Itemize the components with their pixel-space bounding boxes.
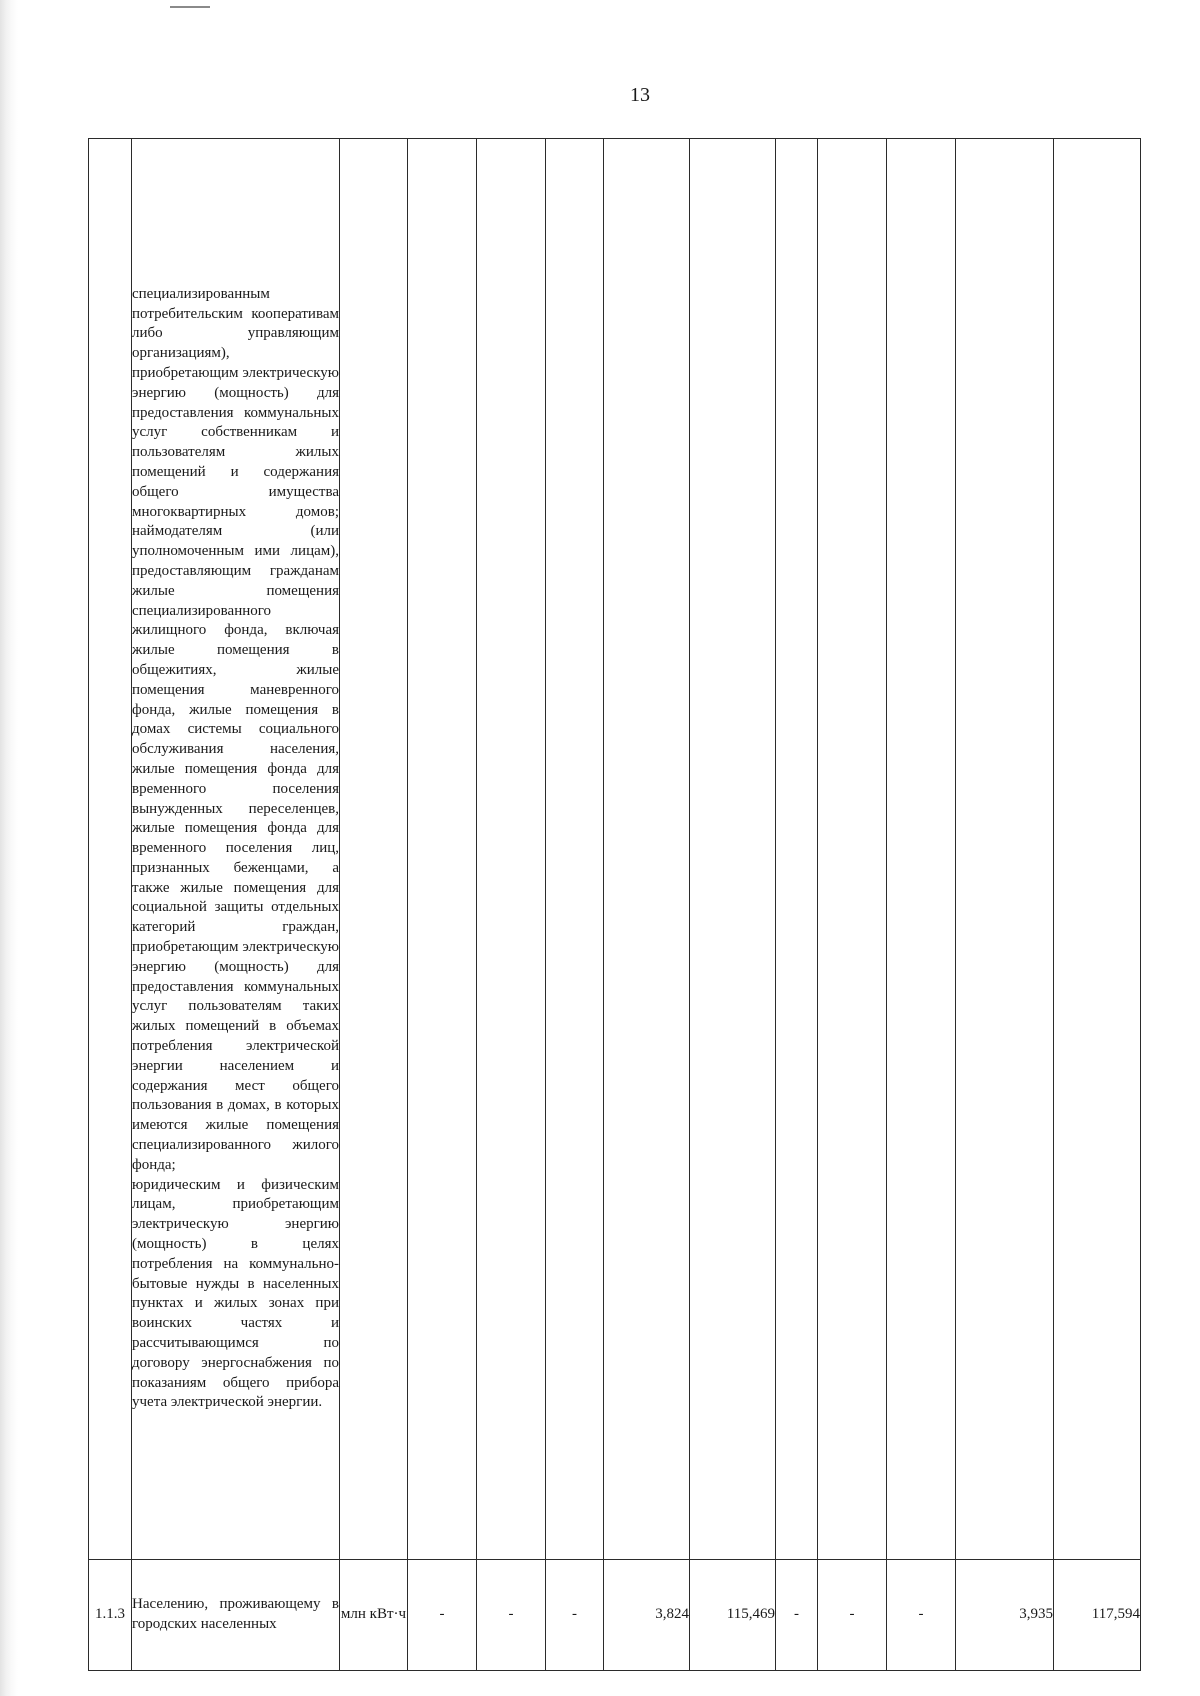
cell-description-continuation bbox=[132, 139, 340, 1560]
cell-value: - bbox=[408, 1560, 477, 1671]
cell-unit: млн кВт·ч bbox=[340, 1560, 408, 1671]
scan-edge-shadow bbox=[0, 0, 18, 1696]
cell-unit-empty bbox=[340, 139, 408, 1560]
cell-description bbox=[132, 1560, 340, 1671]
description-text: специализированным потребительским кооперативам либо управляющим организациям), приобретающим электрическую энергию (мощность) для предоставления коммунальных услуг собственникам и пользователям жилых помещений и содержания общего имущества многоквартирных домов; наймодателям (или уполномоченным ими лицам), предоставляющим гражданам жилые помещения специализированного жилищного фонда, включая жилые помещения в общежитиях, жилые помещения маневренного фонда, жилые помещения в домах системы социального обслуживания населения, жилые помещения фонда для временного поселения вынужденных переселенцев, жилые помещения фонда для временного поселения лиц, признанных беженцами, а также жилые помещения для социальной защиты отдельных категорий граждан, приобретающим электрическую энергию (мощность) для предоставления коммунальных услуг пользователям таких жилых помещений в объемах потребления электрической энергии населением и содержания мест общего пользования в домах, в которых имеются жилые помещения специализированного жилого фонда; юридическим и физическим лицам, приобретающим электрическую энергию (мощность) в целях потребления на коммунально-бытовые нужды в населенных пунктах и жилых зонах при воинских частях и рассчитывающимся по договору энергоснабжения по показаниям общего прибора учета электрической энергии. bbox=[132, 285, 339, 1411]
cell-value: - bbox=[477, 1560, 546, 1671]
cell-row-number: 1.1.3 bbox=[89, 1560, 132, 1671]
cell-empty bbox=[546, 139, 604, 1560]
cell-value: 3,824 bbox=[604, 1560, 690, 1671]
page-number: 13 bbox=[630, 84, 650, 106]
scan-artifact bbox=[170, 6, 210, 8]
cell-empty bbox=[690, 139, 776, 1560]
cell-empty bbox=[818, 139, 887, 1560]
cell-value: - bbox=[776, 1560, 818, 1671]
cell-value: - bbox=[818, 1560, 887, 1671]
cell-number-empty bbox=[89, 139, 132, 1560]
cell-empty bbox=[477, 139, 546, 1560]
cell-empty bbox=[887, 139, 956, 1560]
data-table bbox=[88, 138, 1141, 1671]
cell-value: - bbox=[546, 1560, 604, 1671]
cell-empty bbox=[776, 139, 818, 1560]
cell-empty bbox=[604, 139, 690, 1560]
cell-empty bbox=[956, 139, 1054, 1560]
description-text: Населению, проживающему в городских населенных bbox=[132, 1596, 339, 1632]
cell-value: 3,935 bbox=[956, 1560, 1054, 1671]
cell-empty bbox=[408, 139, 477, 1560]
table-row-continuation bbox=[89, 139, 1141, 1560]
table-row-1-1-3 bbox=[89, 1560, 1141, 1671]
cell-empty bbox=[1054, 139, 1141, 1560]
cell-value: 115,469 bbox=[690, 1560, 776, 1671]
cell-value: - bbox=[887, 1560, 956, 1671]
cell-value: 117,594 bbox=[1054, 1560, 1141, 1671]
